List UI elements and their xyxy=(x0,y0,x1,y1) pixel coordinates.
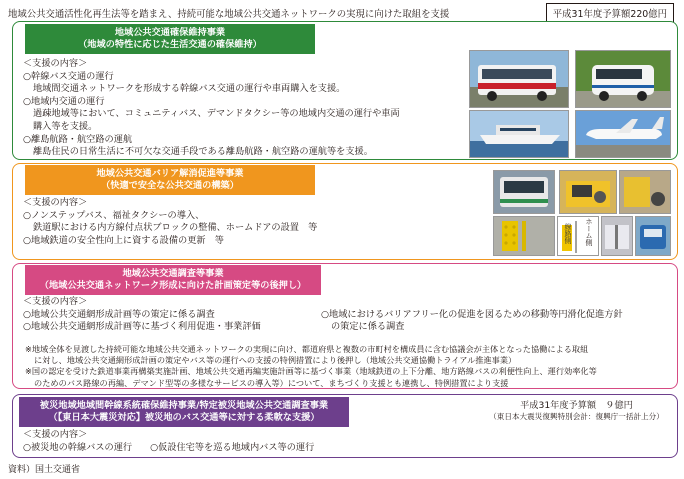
header-title: 地域公共交通活性化再生法等を踏まえ、持続可能な地域公共交通ネットワークの実現に向けた取組を支援 xyxy=(8,9,450,20)
section1-item-island: ○離島航路・航空路の運航 xyxy=(23,133,133,145)
total-budget: 平成31年度予算額220億円 xyxy=(546,3,674,23)
section3-left-item-1: ○地域公共交通網形成計画等の策定に係る調査 xyxy=(23,308,215,320)
tactile-block-diagram xyxy=(557,216,599,256)
note-1-line1: ※地域全体を見渡した持続可能な地域公共交通ネットワークの実現に向け、都道府県と複数の市町村を構成員に含む協議会が主体となった協働による取組 xyxy=(25,344,589,354)
section2-item-vehicles: ○ノンステップバス、福祉タクシーの導入、 xyxy=(23,209,205,221)
section3-notes xyxy=(25,344,597,389)
minibus-photo xyxy=(575,50,671,108)
section1-item-trunk-bus: ○幹線バス交通の運行 xyxy=(23,70,114,82)
note-2-line1: ※国の認定を受けた鉄道事業再構築実施計画、地域公共交通再編実施計画等に基づく事業（地域鉄道の上下分離、地方路線バスの利便性向上、運行効率化等 xyxy=(25,366,597,377)
tactile-platform-label: ホーム側 xyxy=(585,218,593,246)
section2-title-line1: 地域公共交通バリア解消促進等事業 xyxy=(96,168,244,179)
section-disaster-area xyxy=(12,394,678,458)
section1-heading: ＜支援の内容＞ xyxy=(23,58,88,69)
section3-right xyxy=(321,309,623,334)
section2-item-railway-safety: ○地域鉄道の安全性向上に資する設備の更新 等 xyxy=(23,234,224,246)
section-survey xyxy=(12,263,678,389)
section4-title-line1: 被災地域地域間幹線系統確保維持事業/特定被災地域公共交通調査事業 xyxy=(39,400,329,411)
section2-heading: ＜支援の内容＞ xyxy=(23,197,88,208)
section1-island-desc: 離島住民の日常生活に不可欠な交通手段である離島航路・航空路の運航等を支援。 xyxy=(33,146,373,158)
section4-body xyxy=(23,429,314,454)
nonstep-bus-photo xyxy=(493,170,555,214)
section3-right-line2: の策定に係る調査 xyxy=(331,321,405,333)
section4-item-1: ○被災地の幹線バスの運行 xyxy=(23,441,133,453)
section1-local-desc-2: 購入等を支援。 xyxy=(33,120,98,132)
section3-right-line1: ○地域におけるバリアフリー化の促進を図るための移動等円滑化促進方針 xyxy=(321,308,623,320)
section2-title-line2: （快適で安全な公共交通の構築） xyxy=(101,180,239,191)
section2-title xyxy=(25,165,315,195)
ferry-photo xyxy=(469,110,569,158)
airplane-photo xyxy=(575,110,671,158)
section4-budget-box xyxy=(484,397,669,422)
section4-title-line2: （【東日本大震災対応】被災地のバス交通等に対する柔軟な支援） xyxy=(48,412,320,423)
section3-left-item-2: ○地域公共交通網形成計画等に基づく利用促進・事業評価 xyxy=(23,321,261,333)
tactile-track-label: 線路側 xyxy=(564,223,572,244)
section3-body xyxy=(23,296,261,334)
section4-budget-note: （東日本大震災復興特別会計：復興庁一括計上分） xyxy=(489,412,664,421)
source-note: 資料）国土交通省 xyxy=(8,465,81,475)
section1-local-desc-1: 過疎地域等において、コミュニティバス、デマンドタクシー等の地域内交通の運行や車両 xyxy=(33,108,400,120)
welfare-taxi-photo xyxy=(559,170,617,214)
section1-item-local-transport: ○地域内交通の運行 xyxy=(23,95,105,107)
platform-door-photo xyxy=(601,216,633,256)
section3-title xyxy=(25,265,321,295)
bus-photo xyxy=(469,50,569,108)
section-route-maintenance xyxy=(12,21,678,160)
section2-body xyxy=(23,197,317,247)
tactile-block-photo xyxy=(493,216,555,256)
wheelchair-boarding-photo xyxy=(619,170,671,214)
section3-title-line1: 地域公共交通調査等事業 xyxy=(122,268,224,279)
local-railway-photo xyxy=(635,216,671,256)
section-barrier-free xyxy=(12,163,678,260)
section1-title-line2: （地域の特性に応じた生活交通の確保維持） xyxy=(78,39,262,50)
section4-heading: ＜支援の内容＞ xyxy=(23,429,88,440)
section4-title xyxy=(19,397,349,427)
section1-trunk-bus-desc: 地域間交通ネットワークを形成する幹線バス交通の運行や車両購入を支援。 xyxy=(33,83,346,95)
section3-heading: ＜支援の内容＞ xyxy=(23,296,88,307)
section1-title xyxy=(25,24,315,54)
section1-title-line1: 地域公共交通確保維持事業 xyxy=(114,27,226,38)
section4-item-2: ○仮設住宅等を巡る地域内バス等の運行 xyxy=(150,441,315,453)
section3-title-line2: （地域公共交通ネットワーク形成に向けた計画策定等の後押し） xyxy=(39,280,307,291)
note-2-line2: のためのバス路線の再編、デマンド型等の多様なサービスの導入等）について、まちづくり支援とも連携し、特例措置により支援 xyxy=(34,377,509,388)
section1-body xyxy=(23,58,400,159)
section4-budget: 平成31年度予算額 ９億円 xyxy=(520,400,633,411)
note-1-line2: に対し、地域公共交通網形成計画の策定やバス等の運行への支援の特例措置により後押し（地域公共交通協働トライアル推進事業） xyxy=(34,355,517,366)
section2-station-desc: 鉄道駅における内方線付点状ブロックの整備、ホームドアの設置 等 xyxy=(33,222,318,234)
